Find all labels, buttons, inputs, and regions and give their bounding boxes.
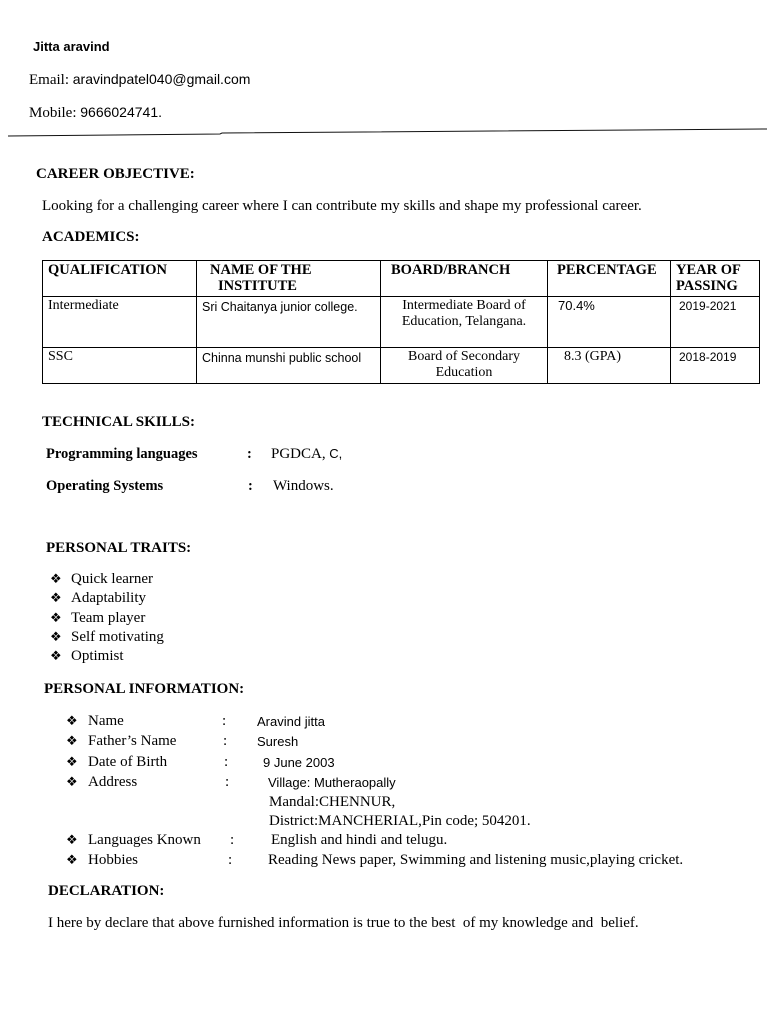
list-item: [50, 648, 62, 665]
academics-table: [42, 260, 760, 384]
academics-heading: ACADEMICS:: [42, 229, 140, 245]
skill-label: Programming languages: [46, 446, 198, 462]
diamond-bullet-icon: ❖: [66, 713, 78, 728]
skill-value-a: PGDCA,: [271, 446, 326, 462]
info-value: Village: Mutheraopally: [268, 775, 396, 790]
list-item: [50, 590, 62, 607]
cell-institute: Chinna munshi public school: [197, 348, 381, 384]
cell-year: 2018-2019: [671, 348, 760, 384]
diamond-bullet-icon: ❖: [50, 571, 62, 586]
info-separator: :: [228, 852, 233, 868]
info-separator: :: [230, 832, 235, 848]
career-objective-text: Looking for a challenging career where I can contribute my skills and shape my professional career.: [42, 198, 642, 214]
header-divider: [0, 124, 768, 140]
technical-skills-heading: TECHNICAL SKILLS:: [42, 414, 195, 430]
diamond-bullet-icon: ❖: [50, 610, 62, 625]
list-item: [50, 629, 62, 646]
diamond-bullet-icon: ❖: [66, 733, 78, 748]
diamond-bullet-icon: ❖: [50, 629, 62, 644]
info-value-line3: District:MANCHERIAL,Pin code; 504201.: [269, 813, 531, 829]
cell-qualification: Intermediate: [43, 297, 197, 348]
info-value: Reading News paper, Swimming and listening music,playing cricket.: [268, 852, 684, 868]
info-label: Address: [88, 774, 138, 790]
cell-institute: Sri Chaitanya junior college.: [197, 297, 381, 348]
trait-text: Self motivating: [71, 629, 164, 645]
personal-information-heading: PERSONAL INFORMATION:: [44, 681, 245, 697]
info-value: English and hindi and telugu.: [271, 832, 448, 848]
trait-text: Quick learner: [71, 571, 154, 587]
mobile-label: Mobile:: [29, 105, 81, 121]
declaration-heading: DECLARATION:: [48, 883, 165, 899]
cell-board: Intermediate Board of Education, Telangana.: [381, 297, 548, 348]
info-separator: :: [225, 774, 230, 790]
cell-qualification: SSC: [43, 348, 197, 384]
info-label: Languages Known: [88, 832, 201, 848]
info-value: 9 June 2003: [263, 755, 335, 770]
diamond-bullet-icon: ❖: [50, 648, 62, 663]
declaration-text: I here by declare that above furnished information is true to the best of my knowledge and belief.: [48, 915, 639, 931]
cell-year: 2019-2021: [671, 297, 760, 348]
trait-text: Adaptability: [71, 590, 146, 606]
skill-value: [271, 446, 342, 463]
cell-percentage: 70.4%: [548, 297, 671, 348]
table-row: [43, 348, 760, 384]
col-institute-line2: INSTITUTE: [218, 278, 297, 294]
col-percentage: PERCENTAGE: [548, 261, 671, 297]
email-line: [29, 71, 250, 89]
mobile-line: [29, 104, 162, 122]
diamond-bullet-icon: ❖: [66, 774, 78, 789]
skill-value-b: C,: [325, 446, 343, 461]
col-year: YEAR OF PASSING: [671, 261, 760, 297]
info-separator: :: [222, 713, 227, 729]
info-separator: :: [224, 754, 229, 770]
diamond-bullet-icon: ❖: [66, 754, 78, 769]
academics-header-row: [43, 261, 760, 297]
col-institute-line1: NAME OF THE: [210, 262, 312, 278]
cell-board: Board of Secondary Education: [381, 348, 548, 384]
skill-separator: :: [248, 478, 253, 494]
list-item: [50, 571, 62, 588]
info-value: Suresh: [257, 734, 299, 749]
list-item: [50, 610, 62, 627]
info-label: Name: [88, 713, 124, 729]
info-value-line2: Mandal:CHENNUR,: [269, 794, 396, 810]
col-board: BOARD/BRANCH: [381, 261, 548, 297]
email-value: aravindpatel040@gmail.com: [72, 71, 251, 87]
info-label: Date of Birth: [88, 754, 168, 770]
info-label: Hobbies: [88, 852, 138, 868]
diamond-bullet-icon: ❖: [66, 832, 78, 847]
info-label: Father’s Name: [88, 733, 177, 749]
email-label: Email:: [29, 72, 73, 88]
diamond-bullet-icon: ❖: [66, 852, 78, 867]
candidate-name: Jitta aravind: [33, 39, 110, 54]
skill-separator: :: [247, 446, 252, 462]
mobile-value: 9666024741.: [80, 104, 163, 120]
career-objective-heading: CAREER OBJECTIVE:: [36, 166, 195, 182]
table-row: [43, 297, 760, 348]
diamond-bullet-icon: ❖: [50, 590, 62, 605]
info-value: Aravind jitta: [257, 714, 325, 729]
skill-value: Windows.: [273, 478, 334, 494]
col-qualification: QUALIFICATION: [43, 261, 197, 297]
trait-text: Optimist: [71, 648, 124, 664]
trait-text: Team player: [71, 610, 146, 626]
personal-traits-heading: PERSONAL TRAITS:: [46, 540, 192, 556]
skill-label: Operating Systems: [46, 478, 164, 494]
col-institute: [197, 261, 381, 297]
info-separator: :: [223, 733, 228, 749]
cell-percentage: 8.3 (GPA): [548, 348, 671, 384]
